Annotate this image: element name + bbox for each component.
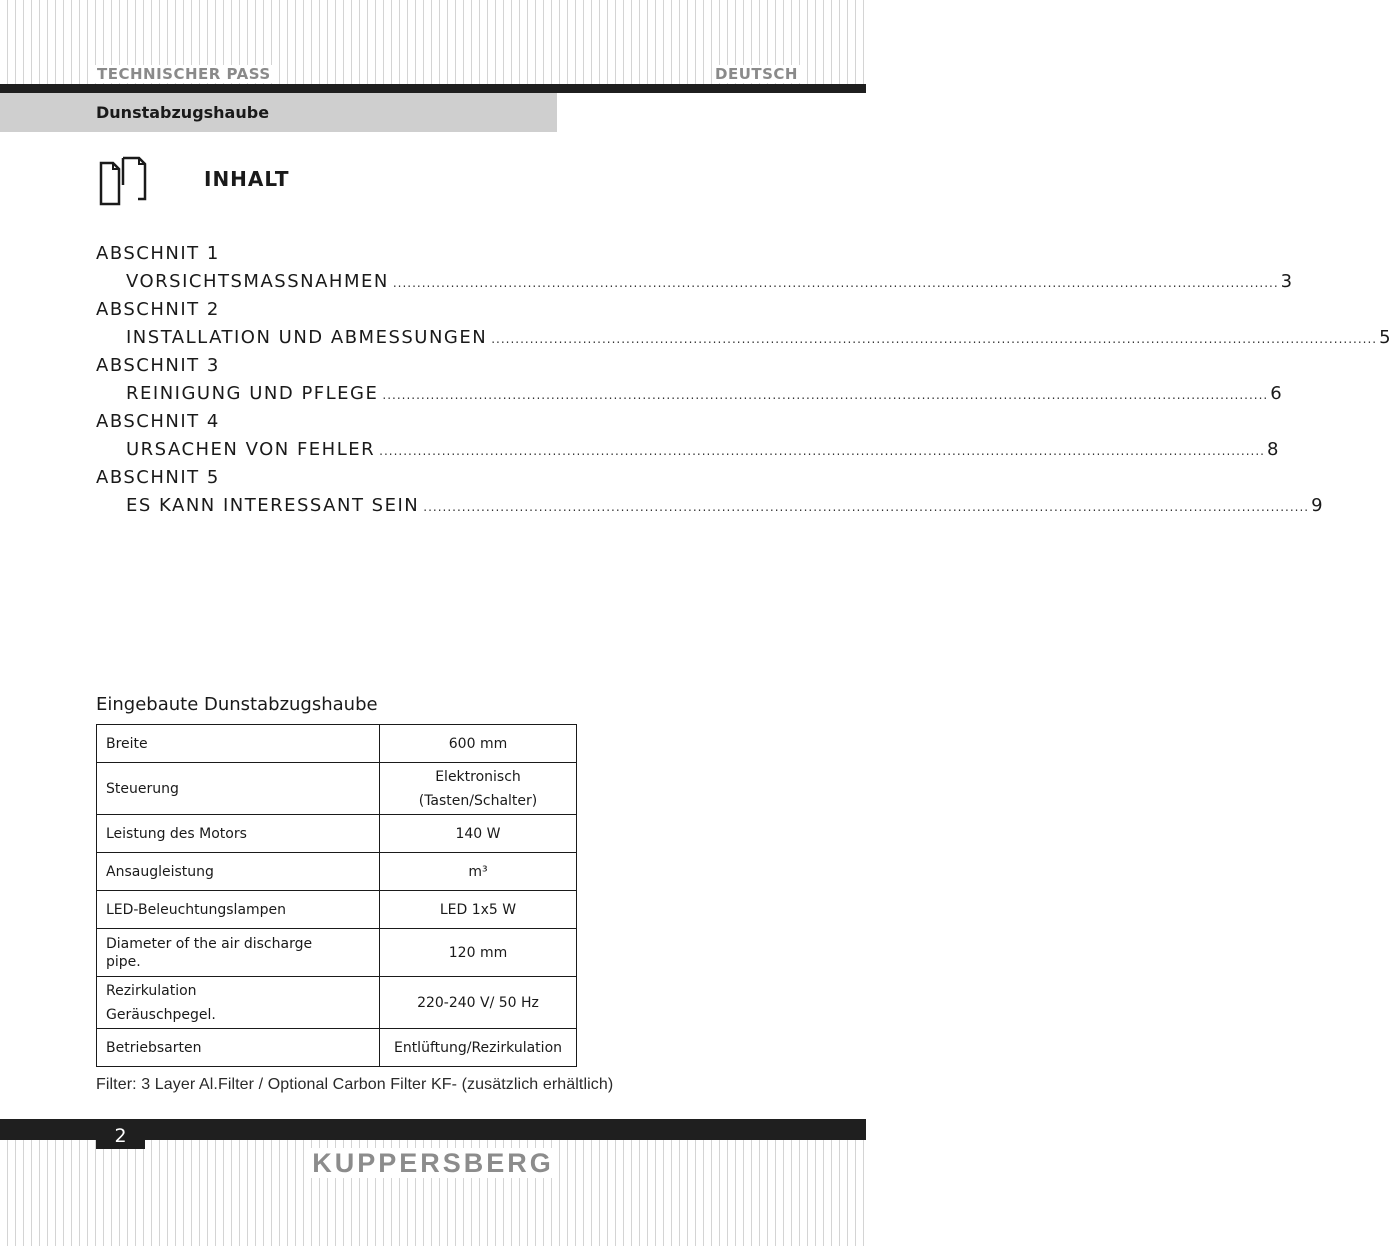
spec-label-line: pipe. — [106, 953, 141, 970]
toc-entry[interactable] — [96, 436, 1279, 464]
spec-label — [97, 977, 380, 1029]
document-pages-icon — [98, 155, 152, 207]
toc-entry[interactable] — [96, 380, 1282, 408]
spec-value-line: Elektronisch — [435, 768, 521, 785]
spec-label — [97, 929, 380, 977]
spec-value: LED 1x5 W — [380, 891, 577, 929]
toc-entry[interactable] — [96, 492, 1323, 520]
subtitle-band — [0, 93, 557, 132]
spec-table — [96, 724, 577, 1067]
spec-value — [380, 763, 577, 815]
spec-label: Ansaugleistung — [97, 853, 380, 891]
toc-entry-title: REINIGUNG UND PFLEGE — [126, 383, 379, 404]
spec-value: 220-240 V/ 50 Hz — [380, 977, 577, 1029]
spec-label: Betriebsarten — [97, 1029, 380, 1067]
toc-entry-title: URSACHEN VON FEHLER — [126, 439, 376, 460]
toc-leader-dots: ........................................................................................................................................................................................ — [491, 332, 1378, 346]
table-row — [97, 929, 577, 977]
toc-entry[interactable] — [96, 324, 1391, 352]
toc-section-label: ABSCHNIT 1 — [96, 243, 220, 264]
toc-leader-dots: ........................................................................................................................................................................................ — [382, 388, 1269, 402]
spec-value: 600 mm — [380, 725, 577, 763]
contents-title: INHALT — [204, 167, 290, 191]
toc-entry[interactable] — [96, 268, 1293, 296]
toc-section-label: ABSCHNIT 3 — [96, 355, 220, 376]
table-row — [97, 853, 577, 891]
toc-leader-dots: ........................................................................................................................................................................................ — [379, 444, 1265, 458]
toc-page-number: 5 — [1379, 327, 1391, 348]
toc-page-number: 8 — [1266, 439, 1279, 460]
table-row — [97, 977, 577, 1029]
toc-entry-title: VORSICHTSMASSNAHMEN — [126, 271, 389, 292]
table-row — [97, 725, 577, 763]
toc-section-label: ABSCHNIT 4 — [96, 411, 220, 432]
product-subtitle: Dunstabzugshaube — [96, 103, 270, 122]
spec-table-title: Eingebaute Dunstabzugshaube — [96, 694, 378, 715]
toc-page-number: 9 — [1311, 495, 1323, 516]
toc-leader-dots: ........................................................................................................................................................................................ — [392, 276, 1279, 290]
brand-logo — [0, 1148, 866, 1179]
spec-label: Breite — [97, 725, 380, 763]
table-row — [97, 815, 577, 853]
toc-page-number: 3 — [1280, 271, 1293, 292]
table-row — [97, 891, 577, 929]
header-doc-type: TECHNISCHER PASS — [97, 65, 271, 83]
toc-entry-title: INSTALLATION UND ABMESSUNGEN — [126, 327, 488, 348]
toc-leader-dots: ........................................................................................................................................................................................ — [423, 500, 1310, 514]
spec-value-line: (Tasten/Schalter) — [418, 792, 538, 809]
spec-label-line: Diameter of the air discharge — [106, 935, 313, 952]
brand-name: KUPPERSBERG — [308, 1148, 558, 1178]
spec-value: 120 mm — [380, 929, 577, 977]
spec-value: m³ — [380, 853, 577, 891]
table-of-contents — [96, 240, 1391, 520]
spec-value: Entlüftung/Rezirkulation — [380, 1029, 577, 1067]
toc-entry-title: ES KANN INTERESSANT SEIN — [126, 495, 420, 516]
spec-label: Leistung des Motors — [97, 815, 380, 853]
table-row — [97, 763, 577, 815]
spec-label-line: Rezirkulation — [106, 982, 197, 999]
page-number: 2 — [96, 1123, 145, 1149]
spec-label: LED-Beleuchtungslampen — [97, 891, 380, 929]
spec-label: Steuerung — [97, 763, 380, 815]
toc-section-label: ABSCHNIT 5 — [96, 467, 220, 488]
spec-value: 140 W — [380, 815, 577, 853]
spec-label-line: Geräuschpegel. — [106, 1006, 216, 1023]
header-language: DEUTSCH — [715, 65, 798, 83]
filter-note: Filter: 3 Layer Al.Filter / Optional Carbon Filter KF- (zusätzlich erhältlich) — [96, 1076, 614, 1093]
toc-page-number: 6 — [1270, 383, 1282, 404]
toc-section-label: ABSCHNIT 2 — [96, 299, 220, 320]
table-row — [97, 1029, 577, 1067]
header-rule — [0, 84, 866, 93]
